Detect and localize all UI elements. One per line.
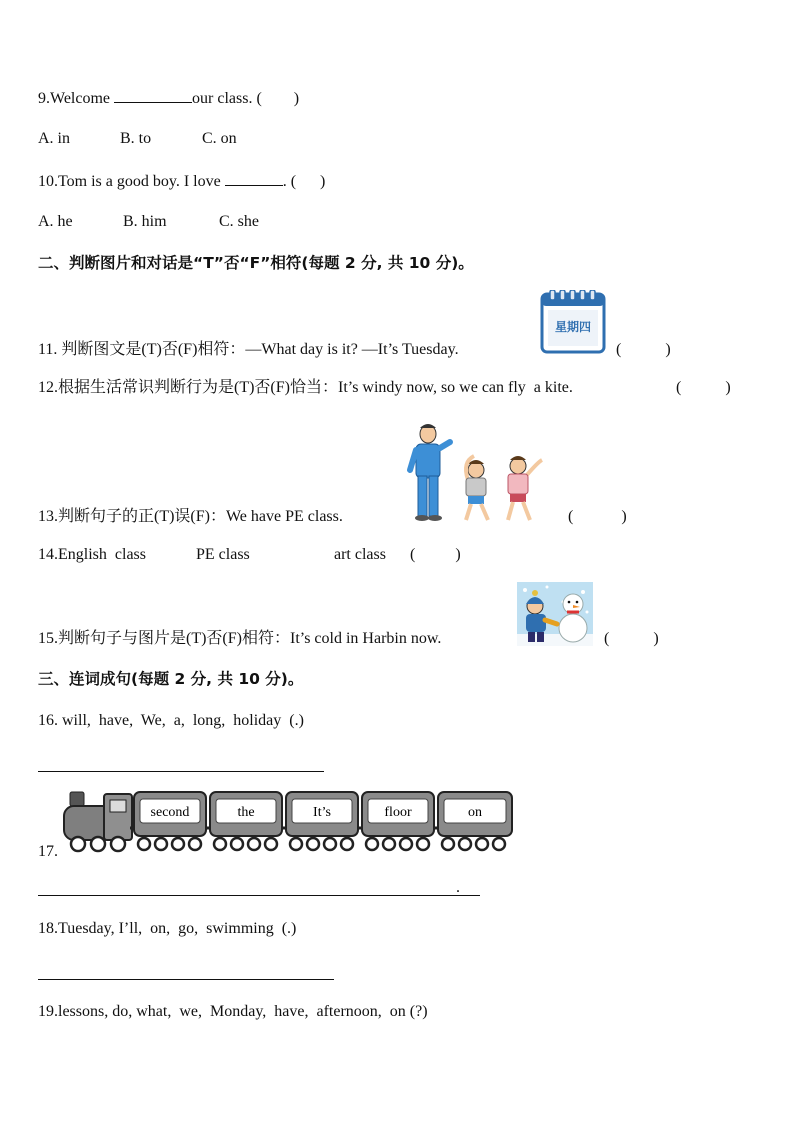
train-car: [134, 792, 212, 850]
q12-answer-paren[interactable]: ( ): [676, 379, 731, 396]
question-16: 16. will, have, We, a, long, holiday (.): [38, 712, 304, 729]
answer-blank[interactable]: [114, 88, 192, 103]
train-car: [286, 792, 364, 850]
question-13: 13.判断句子的正(T)误(F)：We have PE class.: [38, 508, 343, 525]
q11-answer-paren[interactable]: ( ): [616, 341, 671, 358]
question-12: 12.根据生活常识判断行为是(T)否(F)恰当：It’s windy now, so we can fly a kite.: [38, 379, 573, 396]
q10-option-a: A. he: [38, 213, 73, 230]
train-car-word: It’s: [313, 805, 331, 820]
q14-item-english: 14.English class: [38, 546, 146, 563]
question-10: 10.Tom is a good boy. I love . ( ): [38, 173, 326, 190]
q16-answer-line[interactable]: [38, 771, 324, 772]
q9-option-a: A. in: [38, 130, 70, 147]
answer-blank[interactable]: [225, 171, 283, 186]
question-19: 19.lessons, do, what, we, Monday, have, afternoon, on (?): [38, 1003, 428, 1020]
q14-item-pe: PE class: [196, 546, 250, 563]
section-2-title: 二、判断图片和对话是“T”否“F”相符(每题 2 分, 共 10 分)。: [38, 254, 474, 272]
q9-option-b: B. to: [120, 130, 152, 147]
train-car-word: on: [468, 805, 482, 820]
calendar-label: 星期四: [554, 320, 592, 334]
question-11: 11. 判断图文是(T)否(F)相符：—What day is it? —It’s Tuesday.: [38, 341, 459, 358]
q18-answer-line[interactable]: [38, 979, 334, 980]
train-car-word: the: [237, 805, 255, 820]
question-9: 9.Welcome our class. ( ): [38, 90, 300, 107]
q10-option-b: B. him: [123, 213, 167, 230]
q10-option-c: C. she: [219, 213, 259, 230]
word-train: [60, 788, 518, 854]
q14-item-art: art class: [334, 546, 386, 563]
q13-answer-paren[interactable]: ( ): [568, 508, 627, 525]
pe-class-picture: [406, 418, 552, 524]
train-car: [362, 792, 440, 850]
q9-option-c: C. on: [202, 130, 237, 147]
snowman-picture: [517, 582, 593, 646]
q17-answer-line[interactable]: [38, 895, 480, 896]
section-3-title: 三、连词成句(每题 2 分, 共 10 分)。: [38, 670, 304, 688]
train-car-word: second: [150, 805, 190, 820]
train-car: [438, 792, 512, 850]
calendar-icon: [540, 290, 606, 354]
q14-answer-paren[interactable]: ( ): [410, 546, 461, 563]
q17-period: .: [456, 879, 460, 896]
question-15: 15.判断句子与图片是(T)否(F)相符：It’s cold in Harbin now.: [38, 630, 442, 647]
q17-number: 17.: [38, 843, 58, 860]
q15-answer-paren[interactable]: ( ): [604, 630, 659, 647]
train-car-word: floor: [384, 805, 412, 820]
locomotive-icon: [64, 792, 138, 851]
train-car: [210, 792, 288, 850]
question-18: 18.Tuesday, I’ll, on, go, swimming (.): [38, 920, 297, 937]
